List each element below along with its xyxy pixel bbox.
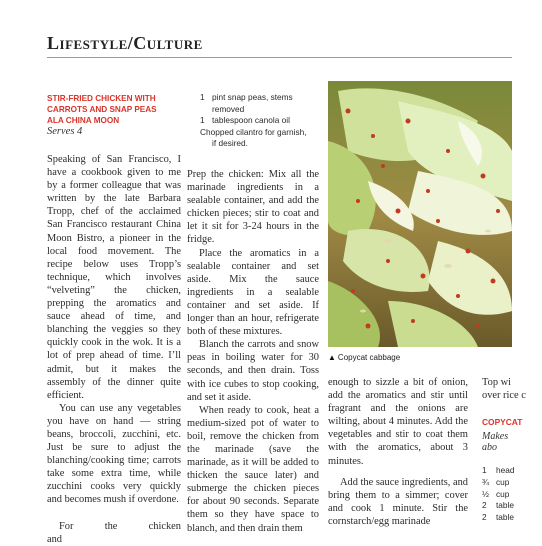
paragraph: enough to sizzle a bit of onion, add the aromatics and stir until fragrant and the onions are wilting, about 4 minutes. Add the vegetables and stir to coat them with the aromatics, about 3 minutes. — [328, 377, 468, 467]
ingredient-item — [200, 92, 320, 104]
column-1-text — [47, 153, 181, 546]
column-3-text — [328, 376, 468, 528]
ingredient-item — [482, 489, 514, 501]
recipe-title — [47, 93, 192, 126]
ingredient-text: table — [496, 512, 514, 523]
text-line: Top wi — [482, 377, 511, 388]
cabbage-photo — [328, 81, 512, 347]
paragraph: Add the sauce ingredients, and bring them to a simmer; cover and cook 1 minute. Stir the cornstarch/egg marinade — [328, 476, 468, 527]
recipe-title-line: ALA CHINA MOON — [47, 116, 120, 125]
ingredient-text: cup — [496, 488, 510, 499]
column-2-text — [187, 168, 319, 535]
paragraph: Prep the chicken: Mix all the marinade ingredients in a sealable container, and add the chicken pieces; stir to coat and let it sit for 3-24 hours in the fridge. — [187, 169, 319, 246]
ingredient-qty: 2 — [482, 500, 487, 511]
ingredient-continuation: if desired. — [212, 138, 248, 148]
ingredient-text: cup — [496, 476, 510, 487]
ingredient-text: Chopped cilantro for garnish, — [200, 126, 307, 137]
column-4-text — [482, 376, 542, 402]
ingredient-qty: 1 — [482, 465, 487, 475]
ingredient-continuation: removed — [212, 103, 245, 114]
ingredient-item — [482, 465, 514, 477]
caption-text: Copycat cabbage — [337, 353, 401, 362]
copycat-ingredient-list — [482, 465, 514, 524]
caption-triangle-icon: ▲ — [328, 353, 336, 362]
ingredient-item — [200, 115, 320, 127]
ingredient-qty: 2 — [482, 512, 487, 523]
copycat-recipe-title: COPYCAT — [482, 417, 523, 427]
ingredient-text: tablespoon canola oil — [212, 115, 290, 125]
ingredient-item — [200, 127, 320, 139]
ingredient-qty: 1 — [200, 92, 205, 102]
paragraph: Place the aromatics in a sealable container and set aside. Mix the sauce ingredients in a sealable container and set aside. If longer than an hour, refrigerate both of these mixtures. — [187, 247, 319, 338]
section-title: Lifestyle/Culture — [47, 33, 203, 53]
ingredient-item — [482, 512, 514, 524]
ingredient-item — [482, 477, 514, 489]
ingredient-text: table — [496, 500, 514, 511]
header-rule — [47, 57, 512, 58]
text-line: over rice c — [482, 390, 526, 402]
ingredient-qty: ¾ — [482, 476, 489, 487]
paragraph: You can use any vegetables you have on hand — string beans, broccoli, zucchini, etc. Just be sure to adjust the blanching/cooking time; carrots take some extra time, while zucchini cooks very quickly and becomes mush if overdone. — [47, 402, 181, 506]
ingredient-text: pint snap peas, stems — [212, 92, 293, 102]
photo-caption — [328, 353, 400, 362]
ingredient-qty: ½ — [482, 488, 489, 499]
recipe-serves: Serves 4 — [47, 126, 83, 137]
paragraph: Blanch the carrots and snow peas in boiling water for 30 seconds, and then drain. Toss with ice cubes to stop cooking, and set it aside. — [187, 339, 319, 403]
recipe-title-line: STIR-FRIED CHICKEN WITH — [47, 94, 156, 103]
copycat-recipe-serves: Makes abo — [482, 431, 509, 453]
ingredient-text: head — [496, 465, 515, 475]
ingredient-item — [482, 500, 514, 512]
paragraph: Speaking of San Francisco, I have a cookbook given to me by a former colleague that was written by the late Barbara Tropp, chef of the acclaimed San Francisco restaurant China Moon Bistro, a pioneer in the local food movement. The recipe below uses Tropp’s technique, which involves “velveting” the chicken, prepping the aromatics and sauce ahead of time, and blanching the veggies so they quickly cook in the wok. It is a lot of prep ahead of time. I’ll admit, but it makes the assembly of the dinner quite efficient. — [47, 154, 181, 401]
recipe-title-line: CARROTS AND SNAP PEAS — [47, 105, 157, 114]
ingredient-list — [200, 92, 320, 150]
ingredient-qty: 1 — [200, 115, 205, 125]
paragraph: When ready to cook, heat a medium-sized pot of water to boil, remove the chicken from the marinade (save the marinade, as it will be added to thicken the sauce later) and submerge the chicken pieces for about 90 seconds. Separate them so they have space to blanch, and then drain them — [187, 404, 319, 534]
paragraph: For the chicken and — [47, 520, 181, 545]
